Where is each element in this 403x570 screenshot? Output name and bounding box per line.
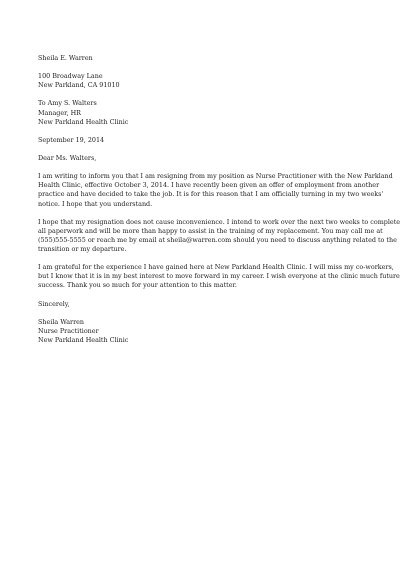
paragraph-line: I am grateful for the experience I have gained here at New Parkland Health Clinic. I will miss my co-workers, (38, 263, 394, 272)
recipient-block (38, 99, 373, 126)
recipient-title: Manager, HR (38, 108, 81, 117)
paragraph-2 (38, 217, 401, 254)
paragraph-line: all paperwork and will be more than happy to assist in the training of my replacement. You may call me at (38, 226, 383, 235)
paragraph-line: I hope that my resignation does not cause inconvenience. I intend to work over the next two weeks to complete (38, 217, 401, 226)
paragraph-line: Health Clinic, effective October 3, 2014. I have recently been given an offer of employment from another (38, 181, 380, 190)
paragraph-line: transition or my departure. (38, 244, 127, 253)
paragraph-line: I am writing to inform you that I am resigning from my position as Nurse Practitioner with the New Parkland (38, 172, 393, 181)
letter-date: September 19, 2014 (38, 135, 105, 144)
paragraph-1 (38, 172, 393, 208)
paragraph-3 (38, 263, 400, 290)
signature-block (38, 318, 373, 345)
recipient-organization: New Parkland Health Clinic (38, 117, 129, 126)
recipient-name: To Amy S. Walters (38, 99, 97, 108)
paragraph-line: practice and have decided to take the job. It is for this reason that I am officially turning in my two weeks' (38, 190, 384, 199)
paragraph-line: (555)555-5555 or reach me by email at sheila@warren.com should you need to discuss anything related to the (38, 235, 397, 244)
sender-name: Sheila E. Warren (38, 54, 93, 62)
signature-organization: New Parkland Health Clinic (38, 335, 129, 344)
paragraph-line: notice. I hope that you understand. (38, 199, 153, 208)
signature-name: Sheila Warren (38, 317, 85, 326)
paragraph-line: but I know that it is in my best interest to move forward in my career. I wish everyone at the clinic much future (38, 272, 400, 281)
sender-address-line1: 100 Broadway Lane (38, 72, 103, 81)
signature-title: Nurse Practitioner (38, 326, 99, 335)
sender-address-line2: New Parkland, CA 91010 (38, 81, 120, 90)
salutation: Dear Ms. Walters, (38, 154, 97, 163)
sender-block (38, 54, 373, 90)
closing: Sincerely, (38, 299, 70, 308)
paragraph-line: success. Thank you so much for your attention to this matter. (38, 281, 237, 290)
